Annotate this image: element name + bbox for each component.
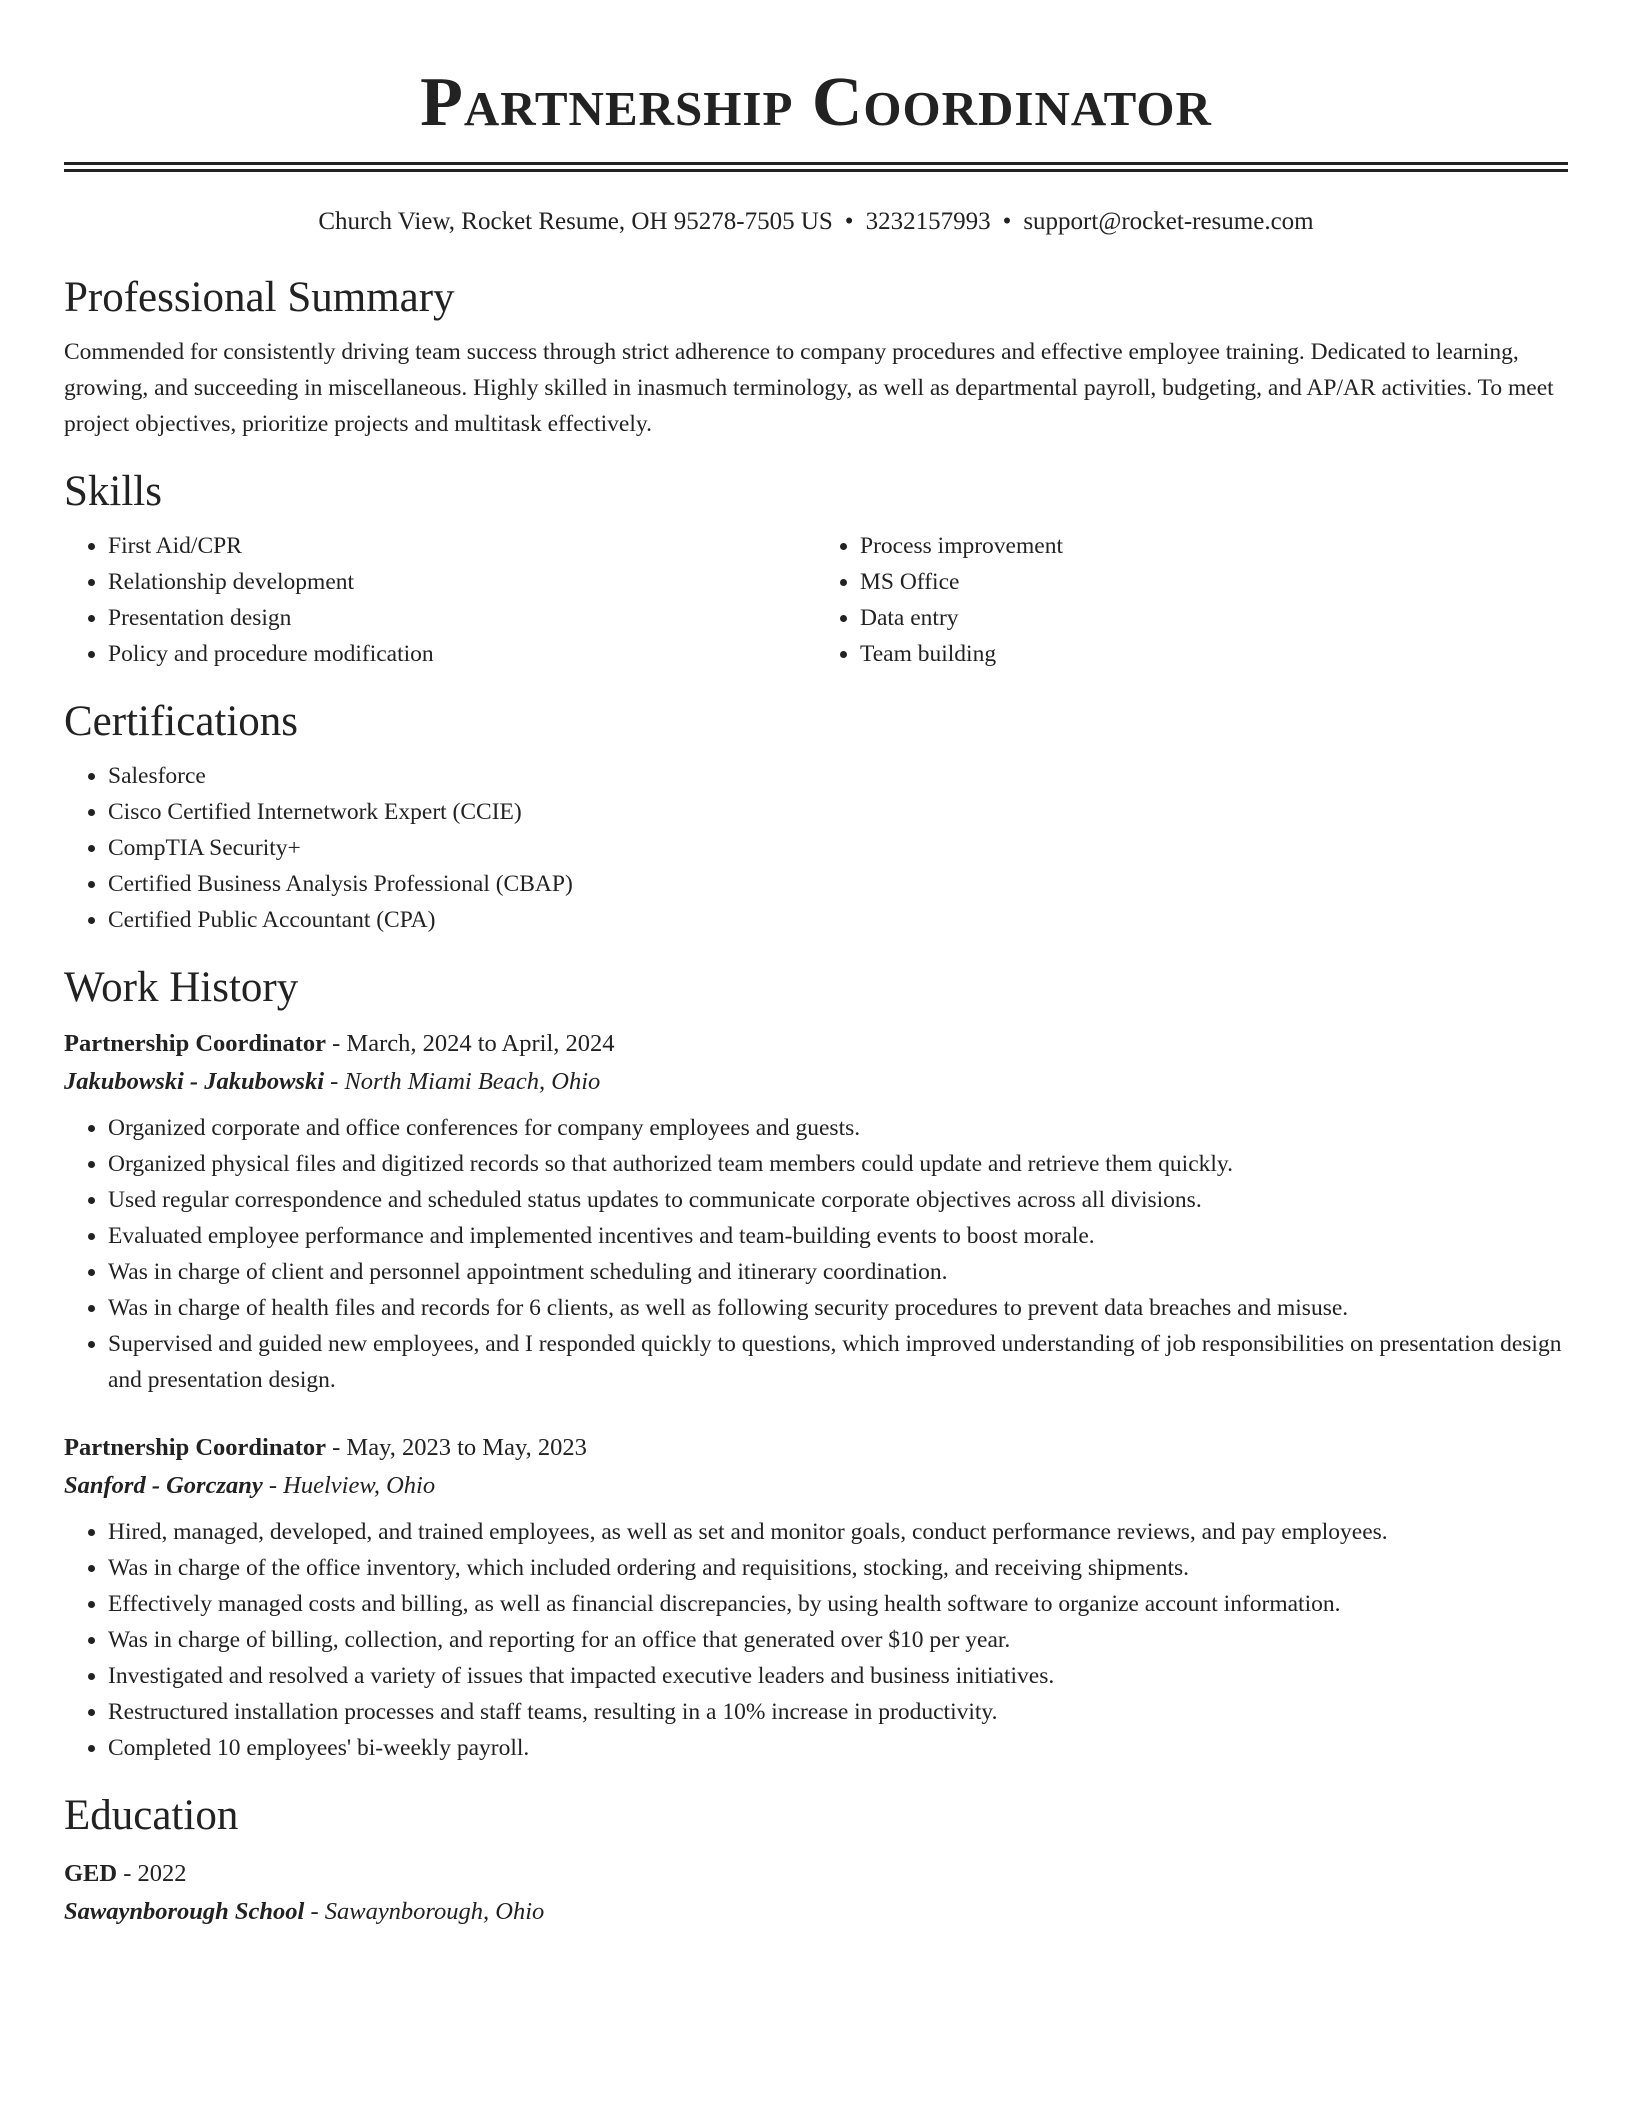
skill-item: • Process improvement xyxy=(860,528,1568,564)
section-title-summary: Professional Summary xyxy=(64,274,455,321)
job-bullet: • Was in charge of the office inventory, which included ordering and requisitions, stocking, and receiving shipments. xyxy=(108,1550,1568,1586)
skill-item: • First Aid/CPR xyxy=(108,528,816,564)
contact-line xyxy=(64,206,1568,238)
job-entry xyxy=(64,1430,1568,1766)
contact-phone: 3232157993 xyxy=(865,208,991,235)
contact-address: Church View, Rocket Resume, OH 95278-7505 US xyxy=(318,208,833,235)
education-location: - Sawaynborough, Ohio xyxy=(304,1898,545,1925)
job-role: Partnership Coordinator xyxy=(64,1030,326,1057)
section-title-certifications: Certifications xyxy=(64,698,299,745)
certification-item: • Cisco Certified Internetwork Expert (CCIE) xyxy=(108,794,1568,830)
job-bullet: • Restructured installation processes and staff teams, resulting in a 10% increase in productivity. xyxy=(108,1694,1568,1730)
certification-item: • CompTIA Security+ xyxy=(108,830,1568,866)
job-bullets xyxy=(64,1110,1568,1398)
skills-column-right xyxy=(816,528,1568,672)
skill-item: • MS Office xyxy=(860,564,1568,600)
education-school-line xyxy=(64,1892,1568,1932)
certification-item: • Salesforce xyxy=(108,758,1568,794)
job-company: Sanford - Gorczany xyxy=(64,1472,263,1499)
skills-column-left xyxy=(64,528,816,672)
education-degree-line xyxy=(64,1856,1568,1892)
job-bullet: • Completed 10 employees' bi-weekly payroll. xyxy=(108,1730,1568,1766)
job-title-line xyxy=(64,1430,1568,1466)
job-bullet: • Organized physical files and digitized records so that authorized team members could update and retrieve them quickly. xyxy=(108,1146,1568,1182)
contact-separator: • xyxy=(844,208,854,235)
section-title-work-history: Work History xyxy=(64,964,299,1011)
job-location: - North Miami Beach, Ohio xyxy=(324,1068,601,1095)
job-entry xyxy=(64,1026,1568,1398)
job-bullet: • Was in charge of billing, collection, and reporting for an office that generated over $10 per year. xyxy=(108,1622,1568,1658)
skill-item: • Team building xyxy=(860,636,1568,672)
job-bullet: • Effectively managed costs and billing, as well as financial discrepancies, by using health software to organize account information. xyxy=(108,1586,1568,1622)
job-company-line xyxy=(64,1062,1568,1102)
header-double-rule xyxy=(64,162,1568,172)
job-bullet: • Was in charge of health files and records for 6 clients, as well as following security procedures to prevent data breaches and misuse. xyxy=(108,1290,1568,1326)
contact-email[interactable]: support@rocket-resume.com xyxy=(1023,208,1314,235)
job-company-line xyxy=(64,1466,1568,1506)
job-bullet: • Organized corporate and office conferences for company employees and guests. xyxy=(108,1110,1568,1146)
skill-item: • Policy and procedure modification xyxy=(108,636,816,672)
skill-item: • Data entry xyxy=(860,600,1568,636)
certification-item: • Certified Business Analysis Professional (CBAP) xyxy=(108,866,1568,902)
job-bullet: • Investigated and resolved a variety of issues that impacted executive leaders and business initiatives. xyxy=(108,1658,1568,1694)
contact-separator: • xyxy=(1002,208,1012,235)
resume-name: Partnership Coordinator xyxy=(420,64,1212,141)
job-bullet: • Used regular correspondence and scheduled status updates to communicate corporate objectives across all divisions. xyxy=(108,1182,1568,1218)
certification-item: • Certified Public Accountant (CPA) xyxy=(108,902,1568,938)
job-location: - Huelview, Ohio xyxy=(262,1472,436,1499)
education-degree: GED xyxy=(64,1860,118,1887)
summary-text: Commended for consistently driving team success through strict adherence to company procedures and effective employee training. Dedicated to learning, growing, and succeeding in miscellaneous. Highly skilled in inasmuch terminology, as well as departmental payroll, budgeting, and AP/AR activities. To meet project objectives, prioritize projects and multitask effectively. xyxy=(64,339,1554,437)
job-bullet: • Supervised and guided new employees, and I responded quickly to questions, which improved understanding of job responsibilities on presentation design and presentation design. xyxy=(108,1326,1568,1398)
skills-list xyxy=(64,528,1568,672)
job-bullet: • Evaluated employee performance and implemented incentives and team-building events to boost morale. xyxy=(108,1218,1568,1254)
section-title-skills: Skills xyxy=(64,468,162,515)
job-bullet: • Was in charge of client and personnel appointment scheduling and itinerary coordination. xyxy=(108,1254,1568,1290)
skill-item: • Relationship development xyxy=(108,564,816,600)
job-bullets xyxy=(64,1514,1568,1766)
job-bullet: • Hired, managed, developed, and trained employees, as well as set and monitor goals, conduct performance reviews, and pay employees. xyxy=(108,1514,1568,1550)
section-title-education: Education xyxy=(64,1792,239,1839)
education-year: - 2022 xyxy=(117,1860,187,1887)
certifications-list xyxy=(64,758,1568,938)
job-role: Partnership Coordinator xyxy=(64,1434,326,1461)
job-title-line xyxy=(64,1026,1568,1062)
education-entry xyxy=(64,1856,1568,1932)
job-dates: - May, 2023 to May, 2023 xyxy=(326,1434,587,1461)
job-company: Jakubowski - Jakubowski xyxy=(64,1068,325,1095)
job-dates: - March, 2024 to April, 2024 xyxy=(326,1030,615,1057)
skill-item: • Presentation design xyxy=(108,600,816,636)
education-school: Sawaynborough School xyxy=(64,1898,305,1925)
